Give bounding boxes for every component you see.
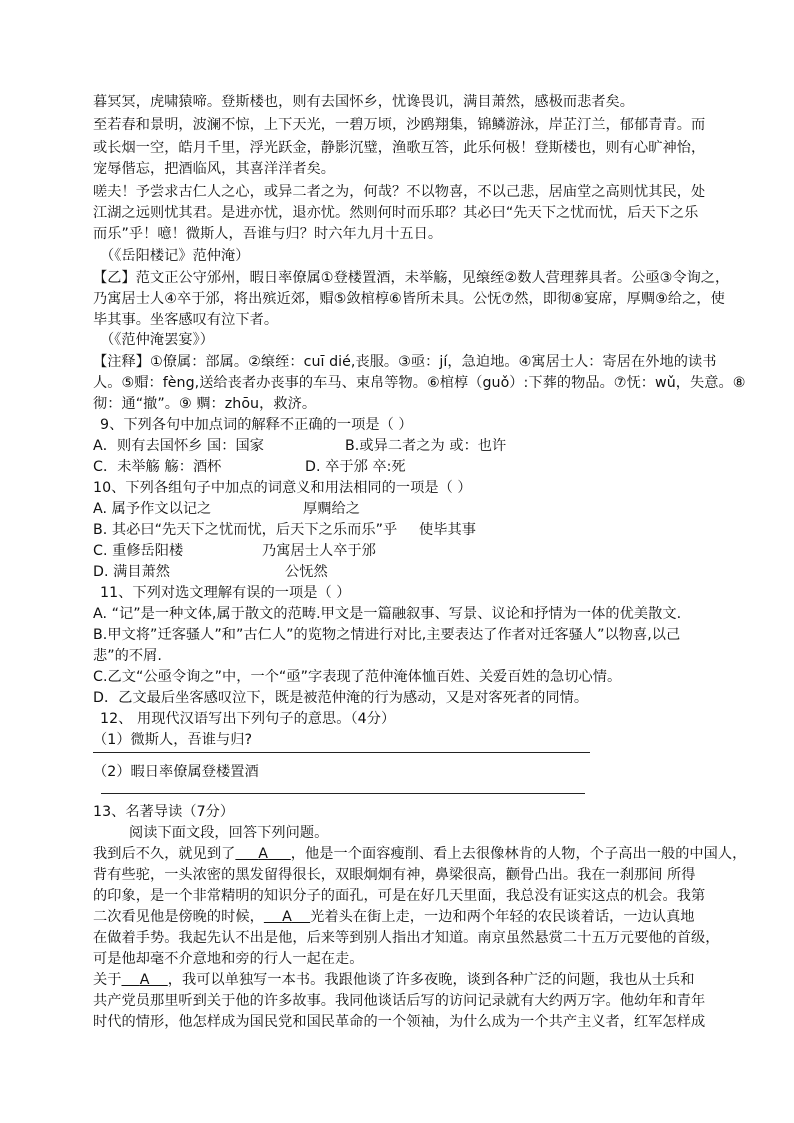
q10-option-c-pair: 乃寓居士人卒于邠 xyxy=(262,543,376,559)
notes-line: 彻：通“撤”。⑨ 赒：zhōu，救济。 xyxy=(93,396,317,412)
question-12-stem: 12、 用现代汉语写出下列句子的意思。（4分） xyxy=(100,711,396,727)
answer-blank-a[interactable]: A xyxy=(282,909,292,925)
q12-answer-line-1[interactable] xyxy=(93,752,590,753)
notes-line: 人。⑤赗：fèng,送给丧者办丧事的车马、束帛等物。⑥棺椁（guǒ）:下葬的物品。⑦怃：wǔ，失意。⑧ xyxy=(93,375,746,391)
q13-instruction: 阅读下面文段，回答下列问题。 xyxy=(129,825,329,841)
q13-paragraph-1-line: 背有些驼，一头浓密的黑发留得很长，双眼炯炯有神，鼻梁很高，颧骨凸出。我在一刹那间 所得 xyxy=(93,867,696,883)
q10-option-a-pair: 厚赒给之 xyxy=(303,501,360,517)
answer-blank-a[interactable]: A xyxy=(258,846,268,862)
q13-paragraph-1-line: 在做着手势。我起先认不出是他，后来等到别人指出才知道。南京虽然悬赏二十五万元要他的首级， xyxy=(93,930,720,946)
q13-paragraph-1-line: 可是他却毫不介意地和旁的行人一起在走。 xyxy=(93,951,364,967)
q11-option-a: A. “记”是一种文体,属于散文的范畴.甲文是一篇融叙事、写景、议论和抒情为一体的优美散文. xyxy=(93,606,682,622)
q13-paragraph-1-line: 的印象，是一个非常精明的知识分子的面孔，可是在好几天里面，我总没有证实这点的机会。我第 xyxy=(93,888,706,904)
q12-answer-line-2[interactable] xyxy=(101,793,585,794)
q11-option-b-cont: 悲”的不屑. xyxy=(93,648,162,664)
passage-a-line: 暮冥冥，虎啸猿啼。登斯楼也，则有去国怀乡，忧谗畏讥，满目萧然，感极而悲者矣。 xyxy=(93,94,635,110)
passage-a-line: 至若春和景明，波澜不惊，上下天光，一碧万顷，沙鸥翔集，锦鳞游泳，岸芷汀兰，郁郁青青。而 xyxy=(93,117,706,133)
passage-a-line: 嗟夫！予尝求古仁人之心，或异二者之为，何哉？不以物喜，不以己悲，居庙堂之高则忧其民，处 xyxy=(93,184,706,200)
q11-option-d: D．乙文最后坐客感叹泣下，既是被范仲淹的行为感动，又是对客死者的同情。 xyxy=(93,690,589,706)
q9-option-c: C．未举觞 觞：酒杯 xyxy=(93,459,222,475)
q9-option-a: A．则有去国怀乡 国：国家 xyxy=(93,438,264,454)
q13-paragraph-1-line: 我到后不久，就见到了 A ，他是一个面容瘦削、看上去很像林肯的人物，个子高出一般的中国人， xyxy=(93,846,747,862)
passage-a-source: （《岳阳楼记》范仲淹） xyxy=(100,248,250,264)
q9-option-d: D. 卒于邠 卒:死 xyxy=(305,459,406,475)
passage-a-line: 而乐”乎！噫！微斯人，吾谁与归？时六年九月十五日。 xyxy=(93,226,443,242)
q12-sentence-1: （1）微斯人，吾谁与归? xyxy=(93,732,253,748)
q10-option-c: C. 重修岳阳楼 xyxy=(93,543,184,559)
q10-option-d: D. 满目萧然 xyxy=(93,564,171,580)
question-13-stem: 13、名著导读（7分） xyxy=(93,804,235,820)
passage-b-line: 毕其事。坐客感叹有泣下者。 xyxy=(93,312,279,328)
passage-b-line: 【乙】范文正公守邠州，暇日率僚属①登楼置酒，未举觞，见缞绖②数人营理葬具者。公亟③令询之， xyxy=(93,270,730,286)
question-11-stem: 11、下列对选文理解有误的一项是（ ） xyxy=(100,585,351,601)
passage-a-line: 或长烟一空，皓月千里，浮光跃金，静影沉璧，渔歌互答，此乐何极！登斯楼也，则有心旷神怡， xyxy=(93,140,706,156)
passage-b-line: 乃寓居士人④卒于邠，将出殡近郊，赗⑤敛棺椁⑥皆所未具。公怃⑦然，即彻⑧宴席，厚赒⑨给之，使 xyxy=(93,291,725,307)
passage-a-line: 江湖之远则忧其君。是进亦忧，退亦忧。然则何时而乐耶？其必曰“先天下之忧而忧，后天下之乐 xyxy=(93,205,699,221)
passage-b-source: （《范仲淹罢宴》） xyxy=(100,332,214,348)
q10-option-a: A. 属予作文以记之 xyxy=(93,501,212,517)
q10-option-b: B. 其必曰“先天下之忧而忧，后天下之乐而乐”乎 xyxy=(93,522,398,538)
passage-a-line: 宠辱偕忘，把酒临风，其喜洋洋者矣。 xyxy=(93,161,336,177)
question-10-stem: 10、下列各组句子中加点的词意义和用法相同的一项是（ ） xyxy=(93,480,472,496)
q10-option-b-pair: 使毕其事 xyxy=(419,522,476,538)
q10-option-d-pair: 公怃然 xyxy=(285,564,328,580)
q13-paragraph-2-line: 关于 A ，我可以单独写一本书。我跟他谈了许多夜晚，谈到各种广泛的问题，我也从士兵和 xyxy=(93,972,695,988)
question-9-stem: 9、下列各句中加点词的解释不正确的一项是（ ） xyxy=(100,417,413,433)
q11-option-c: C.乙文“公亟令询之”中，一个“亟”字表现了范仲淹体恤百姓、关爱百姓的急切心情。 xyxy=(93,669,622,685)
q9-option-b: B.或异二者之为 或：也许 xyxy=(345,438,507,454)
q12-sentence-2: （2）暇日率僚属登楼置酒 xyxy=(93,764,259,780)
q13-paragraph-2-line: 时代的情形，他怎样成为国民党和国民革命的一个领袖，为什么成为一个共产主义者，红军怎样成 xyxy=(93,1014,706,1030)
q13-paragraph-1-line: 二次看见他是傍晚的时候， A 光着头在街上走，一边和两个年轻的农民谈着话，一边认真地 xyxy=(93,909,695,925)
q11-option-b: B.甲文将”迁客骚人”和”古仁人”的览物之情进行对比,主要表达了作者对迁客骚人”以物喜,以己 xyxy=(93,627,681,643)
q13-paragraph-2-line: 共产党员那里听到关于他的许多故事。我同他谈话后写的访问记录就有大约两万字。他幼年和青年 xyxy=(93,993,706,1009)
notes-line: 【注释】①僚属：部属。②缞绖：cuī dié,丧服。③亟：jí，急迫地。④寓居士人：寄居在外地的读书 xyxy=(93,354,717,370)
answer-blank-a[interactable]: A xyxy=(139,972,150,988)
